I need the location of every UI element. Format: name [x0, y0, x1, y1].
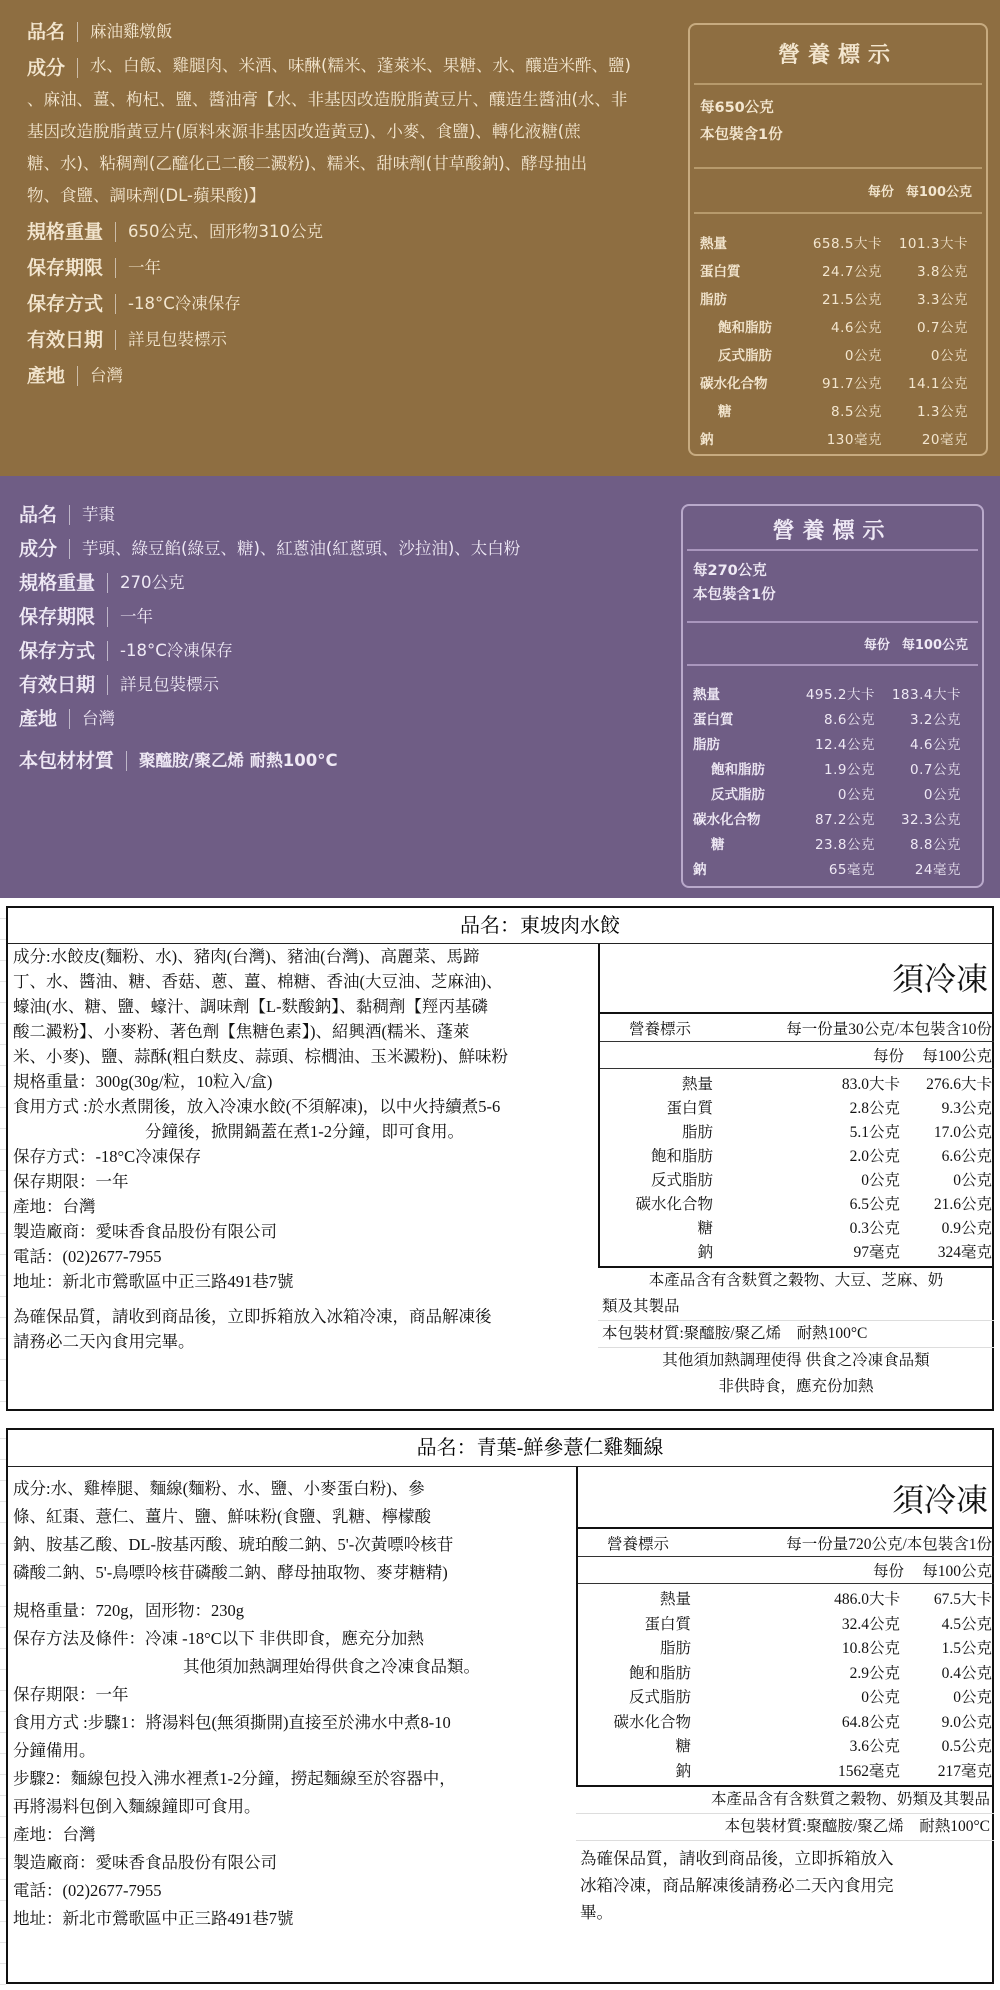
nutrition-row: 碳水化合物 91.7公克 14.1公克 [700, 376, 968, 392]
shelf-life-line: 保存期限：一年 [13, 1172, 129, 1191]
info-label: 有效日期 [19, 674, 96, 696]
info-row-name [27, 14, 667, 50]
info-label: 保存方式 [27, 293, 104, 315]
storage-notice-line: 為確保品質，請收到商品後，立即拆箱放入冰箱冷凍，商品解凍後 [13, 1307, 492, 1326]
divider [126, 751, 127, 771]
ingredients-line: 成分:水餃皮(麵粉、水)、豬肉(台灣)、豬油(台灣)、高麗菜、馬蹄 [13, 947, 480, 966]
divider [107, 675, 108, 695]
info-value: 、麻油、薑、枸杞、鹽、醬油膏【水、非基因改造脫脂黃豆片、釀造生醬油(水、非 基因改造脫脂黃豆片(原料來源非基因改造黃豆)、小麥、食鹽)、轉化液糖(蔗 糖、水)、粘稠劑(乙醯化己二酸二澱粉)、糯米、甜味劑(甘草酸鈉)、酵母抽出 物、食鹽、調味劑(DL-蘋果酸)】 [27, 90, 628, 205]
nutrition-row: 鈉 97毫克 324毫克 [697, 1244, 992, 1261]
nutrition-column-headers [578, 1557, 994, 1584]
keep-frozen-label: 須冷凍 [576, 1467, 994, 1527]
product-panel-sesame-chicken-rice [0, 0, 1000, 476]
nutrition-column-headers [600, 1042, 994, 1069]
column-per-serving: 每份 [872, 1048, 904, 1065]
divider [115, 330, 116, 350]
divider [107, 641, 108, 661]
info-value: 一年 [120, 607, 154, 626]
label-frame [6, 906, 994, 1411]
ingredients-line: 米、小麥)、鹽、蒜酥(粗白麩皮、蒜頭、棕櫚油、玉米澱粉)、鮮味粉 [13, 1047, 508, 1066]
info-row-shelf-life [19, 600, 659, 634]
info-row-packaging [19, 744, 659, 778]
origin-line: 產地：台灣 [13, 1825, 96, 1844]
usage-line: 食用方式 :步驟1：將湯料包(無須撕開)直接至於沸水中煮8-10 [13, 1713, 451, 1732]
nutrition-row: 脂肪 12.4公克 4.6公克 [693, 736, 961, 753]
serving-info: 每一份量720公克/本包裝含1份 [786, 1535, 992, 1553]
info-row-weight [19, 566, 659, 600]
nutrition-row: 熱量 658.5大卡 101.3大卡 [700, 236, 968, 252]
nutrition-row: 飽和脂肪 2.0公克 6.6公克 [650, 1148, 992, 1165]
nutrition-rows [690, 214, 986, 452]
storage-line: 保存方法及條件：冷凍 -18°C以下 非供即食，應充分加熱 [13, 1629, 424, 1648]
nutrition-row: 蛋白質 24.7公克 3.8公克 [700, 264, 968, 280]
ingredients-line: 成分:水、雞棒腿、麵線(麵粉、水、鹽、小麥蛋白粉)、參 [13, 1479, 425, 1498]
nutrition-row: 反式脂肪 0公克 0公克 [628, 1689, 992, 1707]
info-label: 成分 [27, 57, 66, 79]
column-per-serving: 每份 [867, 185, 894, 200]
info-value: 麻油雞燉飯 [90, 22, 173, 41]
info-value: 台灣 [82, 709, 116, 728]
nutrition-table [576, 1527, 994, 1787]
servings-per-package: 本包裝含1份 [700, 127, 783, 143]
divider [69, 505, 70, 525]
nutrition-rows [578, 1584, 994, 1785]
info-row-shelf-life [27, 250, 667, 286]
product-details [8, 1467, 578, 1933]
nutrition-row: 反式脂肪 0公克 0公克 [718, 348, 968, 364]
spacer [13, 1294, 596, 1304]
info-value: 台灣 [90, 366, 124, 385]
info-row-origin [19, 702, 659, 736]
nutrition-row: 反式脂肪 0公克 0公克 [650, 1172, 992, 1189]
nutrition-row: 反式脂肪 0公克 0公克 [711, 786, 961, 803]
nutrition-table-header [600, 1014, 994, 1042]
info-value: 聚醯胺/聚乙烯 耐熱100°C [139, 751, 338, 770]
info-label: 規格重量 [19, 572, 96, 594]
info-row-storage [27, 286, 667, 322]
usage-line: 食用方式 :於水煮開後，放入冷凍水餃(不須解凍)，以中火持續煮5-6 [13, 1097, 501, 1116]
nutrition-facts-box [681, 504, 984, 888]
storage-line: 其他須加熱調理始得供食之冷凍食品類。 [183, 1657, 480, 1676]
info-label: 規格重量 [27, 221, 104, 243]
nutrition-row: 鈉 65毫克 24毫克 [693, 861, 961, 878]
nutrition-title: 營養標示 [777, 43, 898, 68]
usage-line: 再將湯料包倒入麵線鐘即可食用。 [13, 1797, 261, 1816]
nutrition-title: 營養標示 [772, 519, 893, 544]
nutrition-row: 糖 0.3公克 0.9公克 [697, 1220, 992, 1237]
info-value: -18°C冷凍保存 [120, 641, 233, 660]
info-value: 650公克、固形物310公克 [128, 222, 324, 241]
usage-line: 分鐘備用。 [13, 1741, 96, 1760]
nutrition-row: 糖 23.8公克 8.8公克 [711, 836, 961, 853]
ingredients-line: 蠔油(水、糖、鹽、蠔汁、調味劑【L-麩酸鈉】、黏稠劑【羥丙基磷 [13, 997, 488, 1016]
column-per-100g: 每100公克 [922, 1563, 992, 1580]
divider [77, 22, 78, 42]
label-frame [6, 1428, 994, 1984]
info-value: 芋頭、綠豆餡(綠豆、糖)、紅蔥油(紅蔥頭、沙拉油)、太白粉 [82, 539, 521, 558]
serving-info [683, 551, 982, 621]
nutrition-rows [600, 1069, 994, 1266]
heating-notice: 其他須加熱調理使得 供食之冷凍食品類 [662, 1352, 930, 1369]
nutrition-row: 熱量 486.0大卡 67.5大卡 [659, 1591, 992, 1609]
info-label: 產地 [19, 708, 58, 730]
nutrition-row: 脂肪 10.8公克 1.5公克 [659, 1640, 992, 1658]
product-title-bar [8, 908, 992, 944]
serving-size: 每650公克 [700, 100, 774, 116]
manufacturer-line: 製造廠商：愛味香食品股份有限公司 [13, 1222, 277, 1241]
nutrition-column-headers [690, 169, 986, 212]
serving-size: 每270公克 [693, 563, 767, 579]
nutrition-row: 蛋白質 2.8公克 9.3公克 [666, 1100, 992, 1117]
nutrition-row: 蛋白質 8.6公克 3.2公克 [693, 711, 961, 728]
info-row-ingredients-cont [27, 84, 667, 212]
nutrition-row: 碳水化合物 87.2公克 32.3公克 [693, 811, 961, 828]
product-details [8, 944, 596, 1354]
nutrition-row: 脂肪 21.5公克 3.3公克 [700, 292, 968, 308]
manufacturer-line: 製造廠商：愛味香食品股份有限公司 [13, 1853, 277, 1872]
nutrition-row: 飽和脂肪 1.9公克 0.7公克 [711, 761, 961, 778]
info-value: 水、白飯、雞腿肉、米酒、味醂(糯米、蓬萊米、果糖、水、釀造米酢、鹽) [90, 56, 631, 75]
packaging-material: 本包裝材質:聚醯胺/聚乙烯 耐熱100°C [598, 1321, 994, 1348]
info-row-origin [27, 358, 667, 394]
storage-notice: 為確保品質，請收到商品後，立即拆箱放入 冰箱冷凍，商品解凍後請務必二天內食用完 畢。 [580, 1849, 894, 1922]
nutrition-label: 營養標示 [628, 1020, 691, 1038]
nutrition-row: 熱量 83.0大卡 276.6大卡 [681, 1076, 992, 1093]
info-label: 有效日期 [27, 329, 104, 351]
product-panel-dongpo-dumplings [0, 898, 1000, 1418]
info-value: 270公克 [120, 573, 185, 592]
info-label: 保存方式 [19, 640, 96, 662]
info-row-name [19, 498, 659, 532]
nutrition-row: 鈉 130毫克 20毫克 [700, 432, 968, 448]
nutrition-row: 碳水化合物 64.8公克 9.0公克 [613, 1713, 992, 1731]
ingredients-line: 鈉、胺基乙酸、DL-胺基丙酸、琥珀酸二鈉、5'-次黃嘌呤核苷 [13, 1535, 454, 1554]
info-row-weight [27, 214, 667, 250]
serving-info: 每一份量30公克/本包裝含10份 [786, 1020, 992, 1038]
spacer [13, 1587, 578, 1597]
column-per-serving: 每份 [863, 638, 890, 653]
ingredients-line: 丁、水、醬油、糖、香菇、蔥、薑、棉糖、香油(大豆油、芝麻油)、 [13, 972, 503, 991]
nutrition-table-header [578, 1529, 994, 1557]
nutrition-facts-box [688, 23, 988, 456]
nutrition-row: 飽和脂肪 2.9公克 0.4公克 [628, 1664, 992, 1682]
info-row-expiry [19, 668, 659, 702]
info-value: 詳見包裝標示 [128, 330, 228, 349]
info-label: 品名 [27, 21, 66, 43]
product-title: 品名：青葉-鮮參薏仁雞麵線 [416, 1437, 664, 1459]
info-value: -18°C冷凍保存 [128, 294, 241, 313]
product-info-list [27, 14, 667, 394]
info-row-storage [19, 634, 659, 668]
keep-frozen-label: 須冷凍 [598, 944, 994, 1012]
product-info-list [19, 498, 659, 778]
nutrition-column [598, 944, 994, 1400]
ingredients-line: 條、紅棗、薏仁、薑片、鹽、鮮味粉(食鹽、乳糖、檸檬酸 [13, 1507, 431, 1526]
nutrition-row: 熱量 495.2大卡 183.4大卡 [693, 686, 961, 703]
info-value: 芋棗 [82, 505, 116, 524]
ingredients-line: 酸二澱粉】、小麥粉、著色劑【焦糖色素】)、紹興酒(糯米、蓬萊 [13, 1022, 470, 1041]
phone-line: 電話：(02)2677-7955 [13, 1247, 162, 1266]
divider [77, 366, 78, 386]
servings-per-package: 本包裝含1份 [693, 587, 776, 603]
nutrition-row: 鈉 1562毫克 217毫克 [675, 1762, 992, 1780]
storage-line: 保存方式：-18°C冷凍保存 [13, 1147, 202, 1166]
info-label: 產地 [27, 365, 66, 387]
divider [115, 258, 116, 278]
divider [107, 573, 108, 593]
divider [115, 222, 116, 242]
nutrition-column [576, 1467, 994, 1927]
info-row-ingredients [19, 532, 659, 566]
nutrition-label: 營養標示 [606, 1535, 669, 1553]
nutrition-row: 糖 3.6公克 0.5公克 [675, 1738, 992, 1756]
info-label: 品名 [19, 504, 58, 526]
origin-line: 產地：台灣 [13, 1197, 96, 1216]
divider [69, 539, 70, 559]
info-row-expiry [27, 322, 667, 358]
divider [115, 294, 116, 314]
allergen-notice: 本產品含有含麩質之穀物、奶類及其製品 [576, 1787, 994, 1814]
shelf-life-line: 保存期限：一年 [13, 1685, 129, 1704]
allergen-notice: 本產品含有含麩質之穀物、大豆、芝麻、奶 [648, 1272, 944, 1289]
divider [69, 709, 70, 729]
info-label: 本包材材質 [19, 750, 115, 772]
usage-line: 分鐘後，掀開鍋蓋在煮1-2分鐘，即可食用。 [145, 1122, 464, 1141]
info-label: 保存期限 [27, 257, 104, 279]
info-label: 成分 [19, 538, 58, 560]
column-per-100g: 每100公克 [901, 638, 968, 653]
ingredients-line: 磷酸二鈉、5'-鳥嘌呤核苷磷酸二鈉、酵母抽取物、麥芽糖精) [13, 1563, 448, 1582]
nutrition-row: 糖 8.5公克 1.3公克 [718, 404, 968, 420]
address-line: 地址：新北市鶯歌區中正三路491巷7號 [13, 1909, 294, 1928]
storage-notice-line: 請務必二天內食用完畢。 [13, 1332, 195, 1351]
nutrition-row: 脂肪 5.1公克 17.0公克 [681, 1124, 992, 1141]
nutrition-row: 飽和脂肪 4.6公克 0.7公克 [718, 320, 968, 336]
packaging-material: 本包裝材質:聚醯胺/聚乙烯 耐熱100°C [576, 1814, 994, 1841]
weight-line: 規格重量：720g，固形物：230g [13, 1601, 244, 1620]
product-panel-taro-date [0, 476, 1000, 898]
divider [77, 58, 78, 78]
info-value: 詳見包裝標示 [120, 675, 220, 694]
info-row-ingredients [27, 50, 667, 86]
column-per-serving: 每份 [872, 1563, 904, 1580]
phone-line: 電話：(02)2677-7955 [13, 1881, 162, 1900]
info-label: 保存期限 [19, 606, 96, 628]
heating-notice: 非供時食，應充份加熱 [718, 1378, 874, 1395]
info-value: 一年 [128, 258, 162, 277]
nutrition-rows [683, 666, 982, 880]
nutrition-table [598, 1012, 994, 1268]
product-title-bar [8, 1430, 992, 1467]
serving-info [690, 85, 986, 167]
usage-line: 步驟2：麵線包投入沸水裡煮1-2分鐘，撈起麵線至於容器中， [13, 1769, 456, 1788]
weight-line: 規格重量：300g(30g/粒，10粒入/盒) [13, 1072, 273, 1091]
allergen-notice: 類及其製品 [598, 1294, 994, 1321]
product-title: 品名：東坡肉水餃 [460, 915, 620, 937]
nutrition-column-headers [683, 623, 982, 664]
divider [107, 607, 108, 627]
address-line: 地址：新北市鶯歌區中正三路491巷7號 [13, 1272, 294, 1291]
nutrition-row: 碳水化合物 6.5公克 21.6公克 [635, 1196, 992, 1213]
column-per-100g: 每100公克 [922, 1048, 992, 1065]
nutrition-row: 蛋白質 32.4公克 4.5公克 [644, 1615, 992, 1633]
product-panel-ginseng-chicken-noodles [0, 1418, 1000, 1990]
column-per-100g: 每100公克 [905, 185, 972, 200]
